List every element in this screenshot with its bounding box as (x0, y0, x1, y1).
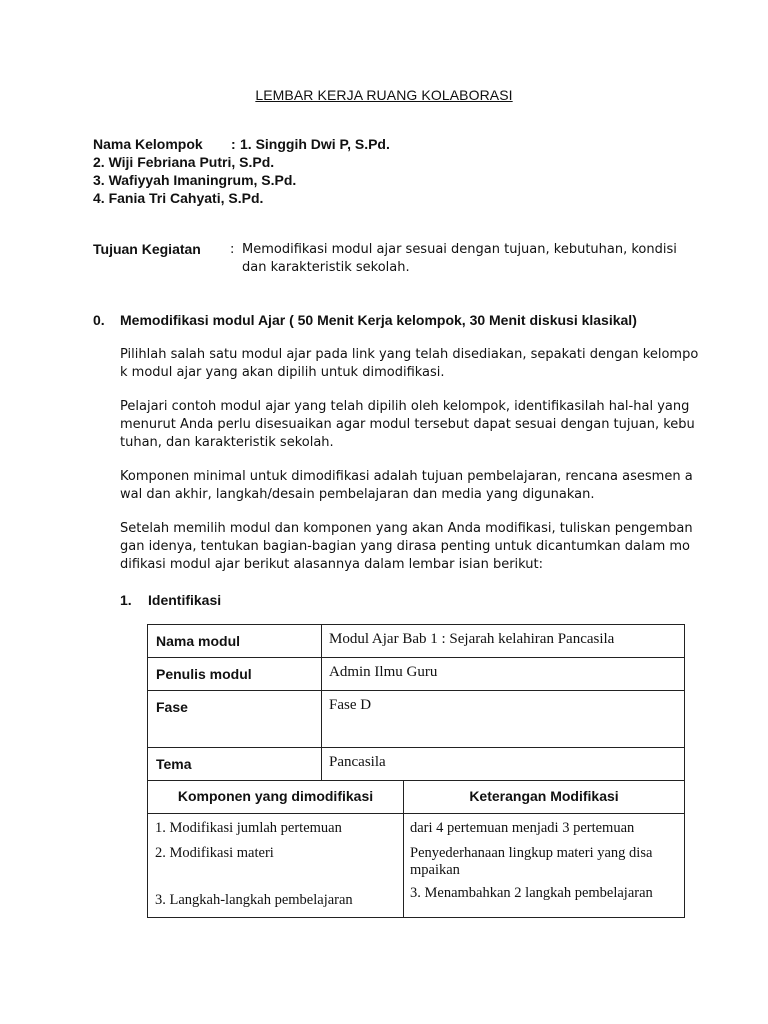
keterangan-item: mpaikan (410, 862, 460, 878)
table-header-row (148, 781, 685, 814)
member-1: 1. Singgih Dwi P, S.Pd. (240, 136, 390, 152)
header-keterangan: Keterangan Modifikasi (404, 781, 685, 814)
komponen-item: 2. Modifikasi materi (155, 845, 274, 861)
row-label: Fase (148, 691, 322, 748)
paragraph-4 (120, 520, 693, 574)
row-value: Pancasila (322, 748, 685, 781)
header-komponen: Komponen yang dimodifikasi (148, 781, 404, 814)
member-4: 4. Fania Tri Cahyati, S.Pd. (93, 190, 264, 206)
keterangan-cell (404, 814, 685, 918)
keterangan-item: Penyederhanaan lingkup materi yang disa (410, 845, 653, 861)
row-label: Tema (148, 748, 322, 781)
row-value: Modul Ajar Bab 1 : Sejarah kelahiran Pancasila (322, 625, 685, 658)
paragraph-1 (120, 346, 699, 382)
member-3: 3. Wafiyyah Imaningrum, S.Pd. (93, 172, 297, 188)
paragraph-line: Pelajari contoh modul ajar yang telah dipilih oleh kelompok, identifikasilah hal-hal yang (120, 399, 690, 414)
tujuan-line-1: Memodifikasi modul ajar sesuai dengan tujuan, kebutuhan, kondisi (242, 242, 677, 257)
document-title: LEMBAR KERJA RUANG KOLABORASI (255, 87, 513, 103)
paragraph-line: Komponen minimal untuk dimodifikasi adalah tujuan pembelajaran, rencana asesmen a (120, 469, 693, 484)
member-2: 2. Wiji Febriana Putri, S.Pd. (93, 154, 275, 170)
paragraph-line: Setelah memilih modul dan komponen yang akan Anda modifikasi, tuliskan pengemban (120, 521, 693, 536)
paragraph-line: difikasi modul ajar berikut alasannya dalam lembar isian berikut: (120, 557, 544, 572)
paragraph-line: tuhan, dan karakteristik sekolah. (120, 435, 334, 450)
paragraph-line: gan idenya, tentukan bagian-bagian yang dirasa penting untuk dicantumkan dalam mo (120, 539, 691, 554)
paragraph-3 (120, 468, 693, 504)
row-value: Fase D (322, 691, 685, 748)
tujuan-line-2: dan karakteristik sekolah. (242, 260, 410, 275)
table-row (148, 814, 685, 918)
row-label: Nama modul (148, 625, 322, 658)
nama-kelompok-sep: : (231, 136, 236, 152)
komponen-item: 3. Langkah-langkah pembelajaran (155, 892, 353, 908)
tujuan-label: Tujuan Kegiatan (93, 241, 201, 257)
table-row (148, 658, 685, 691)
subsection-title: Identifikasi (148, 592, 222, 608)
identification-table (147, 624, 685, 918)
paragraph-line: wal dan akhir, langkah/desain pembelajaran dan media yang digunakan. (120, 487, 595, 502)
section-number: 0. (93, 312, 105, 328)
paragraph-line: menurut Anda perlu disesuaikan agar modul tersebut dapat sesuai dengan tujuan, kebu (120, 417, 695, 432)
row-label: Penulis modul (148, 658, 322, 691)
table-row (148, 691, 685, 748)
paragraph-line: Pilihlah salah satu modul ajar pada link yang telah disediakan, sepakati dengan kelompo (120, 347, 699, 362)
keterangan-item: dari 4 pertemuan menjadi 3 pertemuan (410, 820, 635, 836)
komponen-cell (148, 814, 404, 918)
nama-kelompok-label: Nama Kelompok (93, 136, 203, 152)
tujuan-sep: : (230, 242, 235, 257)
komponen-item: 1. Modifikasi jumlah pertemuan (155, 820, 342, 836)
table-row (148, 625, 685, 658)
keterangan-item: 3. Menambahkan 2 langkah pembelajaran (410, 885, 653, 901)
subsection-number: 1. (120, 592, 132, 608)
paragraph-line: k modul ajar yang akan dipilih untuk dimodifikasi. (120, 365, 445, 380)
paragraph-2 (120, 398, 695, 452)
table-row (148, 748, 685, 781)
section-title: Memodifikasi modul Ajar ( 50 Menit Kerja kelompok, 30 Menit diskusi klasikal) (120, 312, 637, 328)
row-value: Admin Ilmu Guru (322, 658, 685, 691)
